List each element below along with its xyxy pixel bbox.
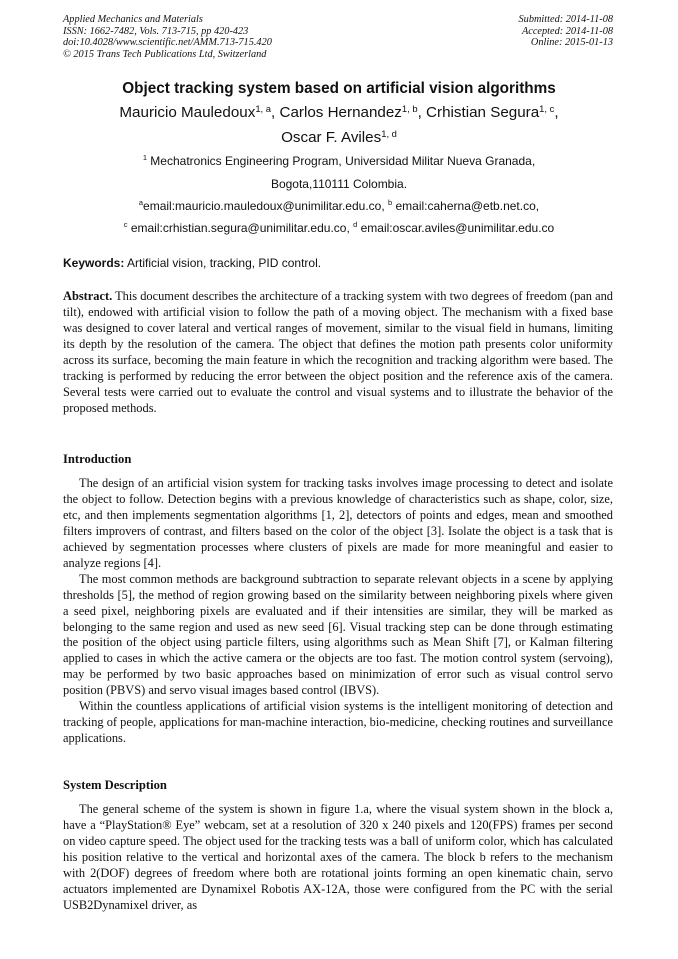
separator: , [554,104,559,121]
copyright: © 2015 Trans Tech Publications Ltd, Switzerland [63,48,267,60]
submitted-date: Submitted: 2014-11-08 [518,14,613,25]
publication-info [63,14,272,60]
author-sup: 1, a [255,102,272,114]
keywords-text: Artificial vision, tracking, PID control. [124,256,322,270]
email-c[interactable]: email:crhistian.segura@unimilitar.edu.co, [127,221,354,235]
email-a[interactable]: email:mauricio.mauledoux@unimilitar.edu.co, [143,199,389,213]
email-sup: b [388,197,393,207]
author-sup: 1, d [381,127,397,139]
authors-line-1 [0,104,678,121]
paragraph: The general scheme of the system is shown in figure 1.a, where the visual system shown in the block a, have a “PlayStation® Eye” webcam, set at a resolution of 320 x 240 pixels and 120(FPS) frames per second on video capture speed. The object used for the tracking tests was a ball of uniform color, which has calculated his position relative to the vertical and horizontal axes of the camera. The block b refers to the mechanism with 2(DOF) degrees of freedom where both are rotational joints forming an open kinematic chain, servo actuators implemented are Dynamixel Robotis AX-12A, those were configured from the PC with the serial USB2Dynamixel driver, as [63,801,613,912]
email-sup: d [353,219,358,229]
online-date: Online: 2015-01-13 [530,37,613,48]
email-d[interactable]: email:oscar.aviles@unimilitar.edu.co [357,221,555,235]
section-heading: Introduction [63,452,132,466]
paragraph: Within the countless applications of artificial vision systems is the intelligent monitoring of detection and tracking of people, applications for man-machine interaction, bio-medicine, checking routines and surveillance applications. [63,699,613,746]
author-name: Mauricio Mauledoux [119,104,256,121]
author-sup: 1, b [401,102,418,114]
section-system-description [63,778,613,914]
affiliation-line-1 [0,154,678,168]
abstract-text: This document describes the architecture of a tracking system with two degrees of freedom (pan and tilt), endowed with artificial vision to follow the path of a moving object. The mechanism with a fixed base was designed to cover lateral and vertical ranges of movement, similar to the visual field in humans, limiting its depth by the resolution of the camera. The object that defines the motion path presents color uniformity across its surface, becoming the main feature in which the recognition and tracking algorithm were based. The tracking is performed by reducing the error between the object position and the reference axis of the camera. Several tests were carried out to evaluate the control and visual systems and to illustrate the behavior of the proposed methods. [63,289,613,415]
separator: , [417,104,427,121]
accepted-date: Accepted: 2014-11-08 [521,25,613,37]
affiliation-sup: 1 [142,152,147,162]
paragraph: The most common methods are background subtraction to separate relevant objects in a scene by applying thresholds [5], the method of region growing based on the similarity between neighboring pixels where given a seed pixel, neighboring pixels are evaluated and if their intensities are similar, they will be marked as belonging to the same region and used as new seed [6]. Visual tracking step can be done through estimating the position of the object using particle filters, using algorithms such as Mean Shift [7], or Kalman filtering applied to cases in which the active camera or the objects are too fast. The motion control system (servoing), may be performed by two basic approaches based on minimization of error such as visual control servo position (PBVS) and servo visual images based control (IBVS). [63,571,613,698]
author-name: Crhistian Segura [426,104,540,121]
affiliation-text: Mechatronics Engineering Program, Universidad Militar Nueva Granada, [146,154,536,168]
doi: doi:10.4028/www.scientific.net/AMM.713-715.420 [63,37,272,48]
publication-dates [519,14,613,49]
affiliation-line-2: Bogota,110111 Colombia. [270,177,408,191]
email-sup: a [138,197,144,207]
authors-line-2 [0,129,678,146]
author-name: Oscar F. Aviles [281,129,382,146]
paragraph: The design of an artificial vision system for tracking tasks involves image processing to detect and isolate the object to follow. Detection begins with a previous knowledge of characteristics such as shape, color, size, etc, and then implements segmentation algorithms [1, 2], detectors of points and edges, mean and smoothed filters improvers of contrast, and filters based on the color of the object [3]. Isolate the object is a task that is achieved by segmentation processes where clusters of pixels are made for more meaningful and easier to analyze regions [4]. [63,475,613,570]
section-introduction [63,452,613,747]
keywords [63,256,613,272]
section-heading: System Description [63,778,167,792]
author-name: Carlos Hernandez [279,104,402,121]
issn: ISSN: 1662-7482, Vols. 713-715, pp 420-423 [63,25,249,37]
emails-line-2 [0,221,678,235]
email-b[interactable]: email:caherna@etb.net.co, [392,199,540,213]
paper-title: Object tracking system based on artificial vision algorithms [122,80,556,97]
journal-name: Applied Mechanics and Materials [63,14,203,25]
abstract-label: Abstract. [63,289,113,303]
author-sup: 1, c [539,102,555,114]
keywords-label: Keywords: [63,256,125,270]
abstract [63,289,613,417]
emails-line-1 [0,199,678,213]
separator: , [271,104,280,121]
email-sup: c [123,219,128,229]
